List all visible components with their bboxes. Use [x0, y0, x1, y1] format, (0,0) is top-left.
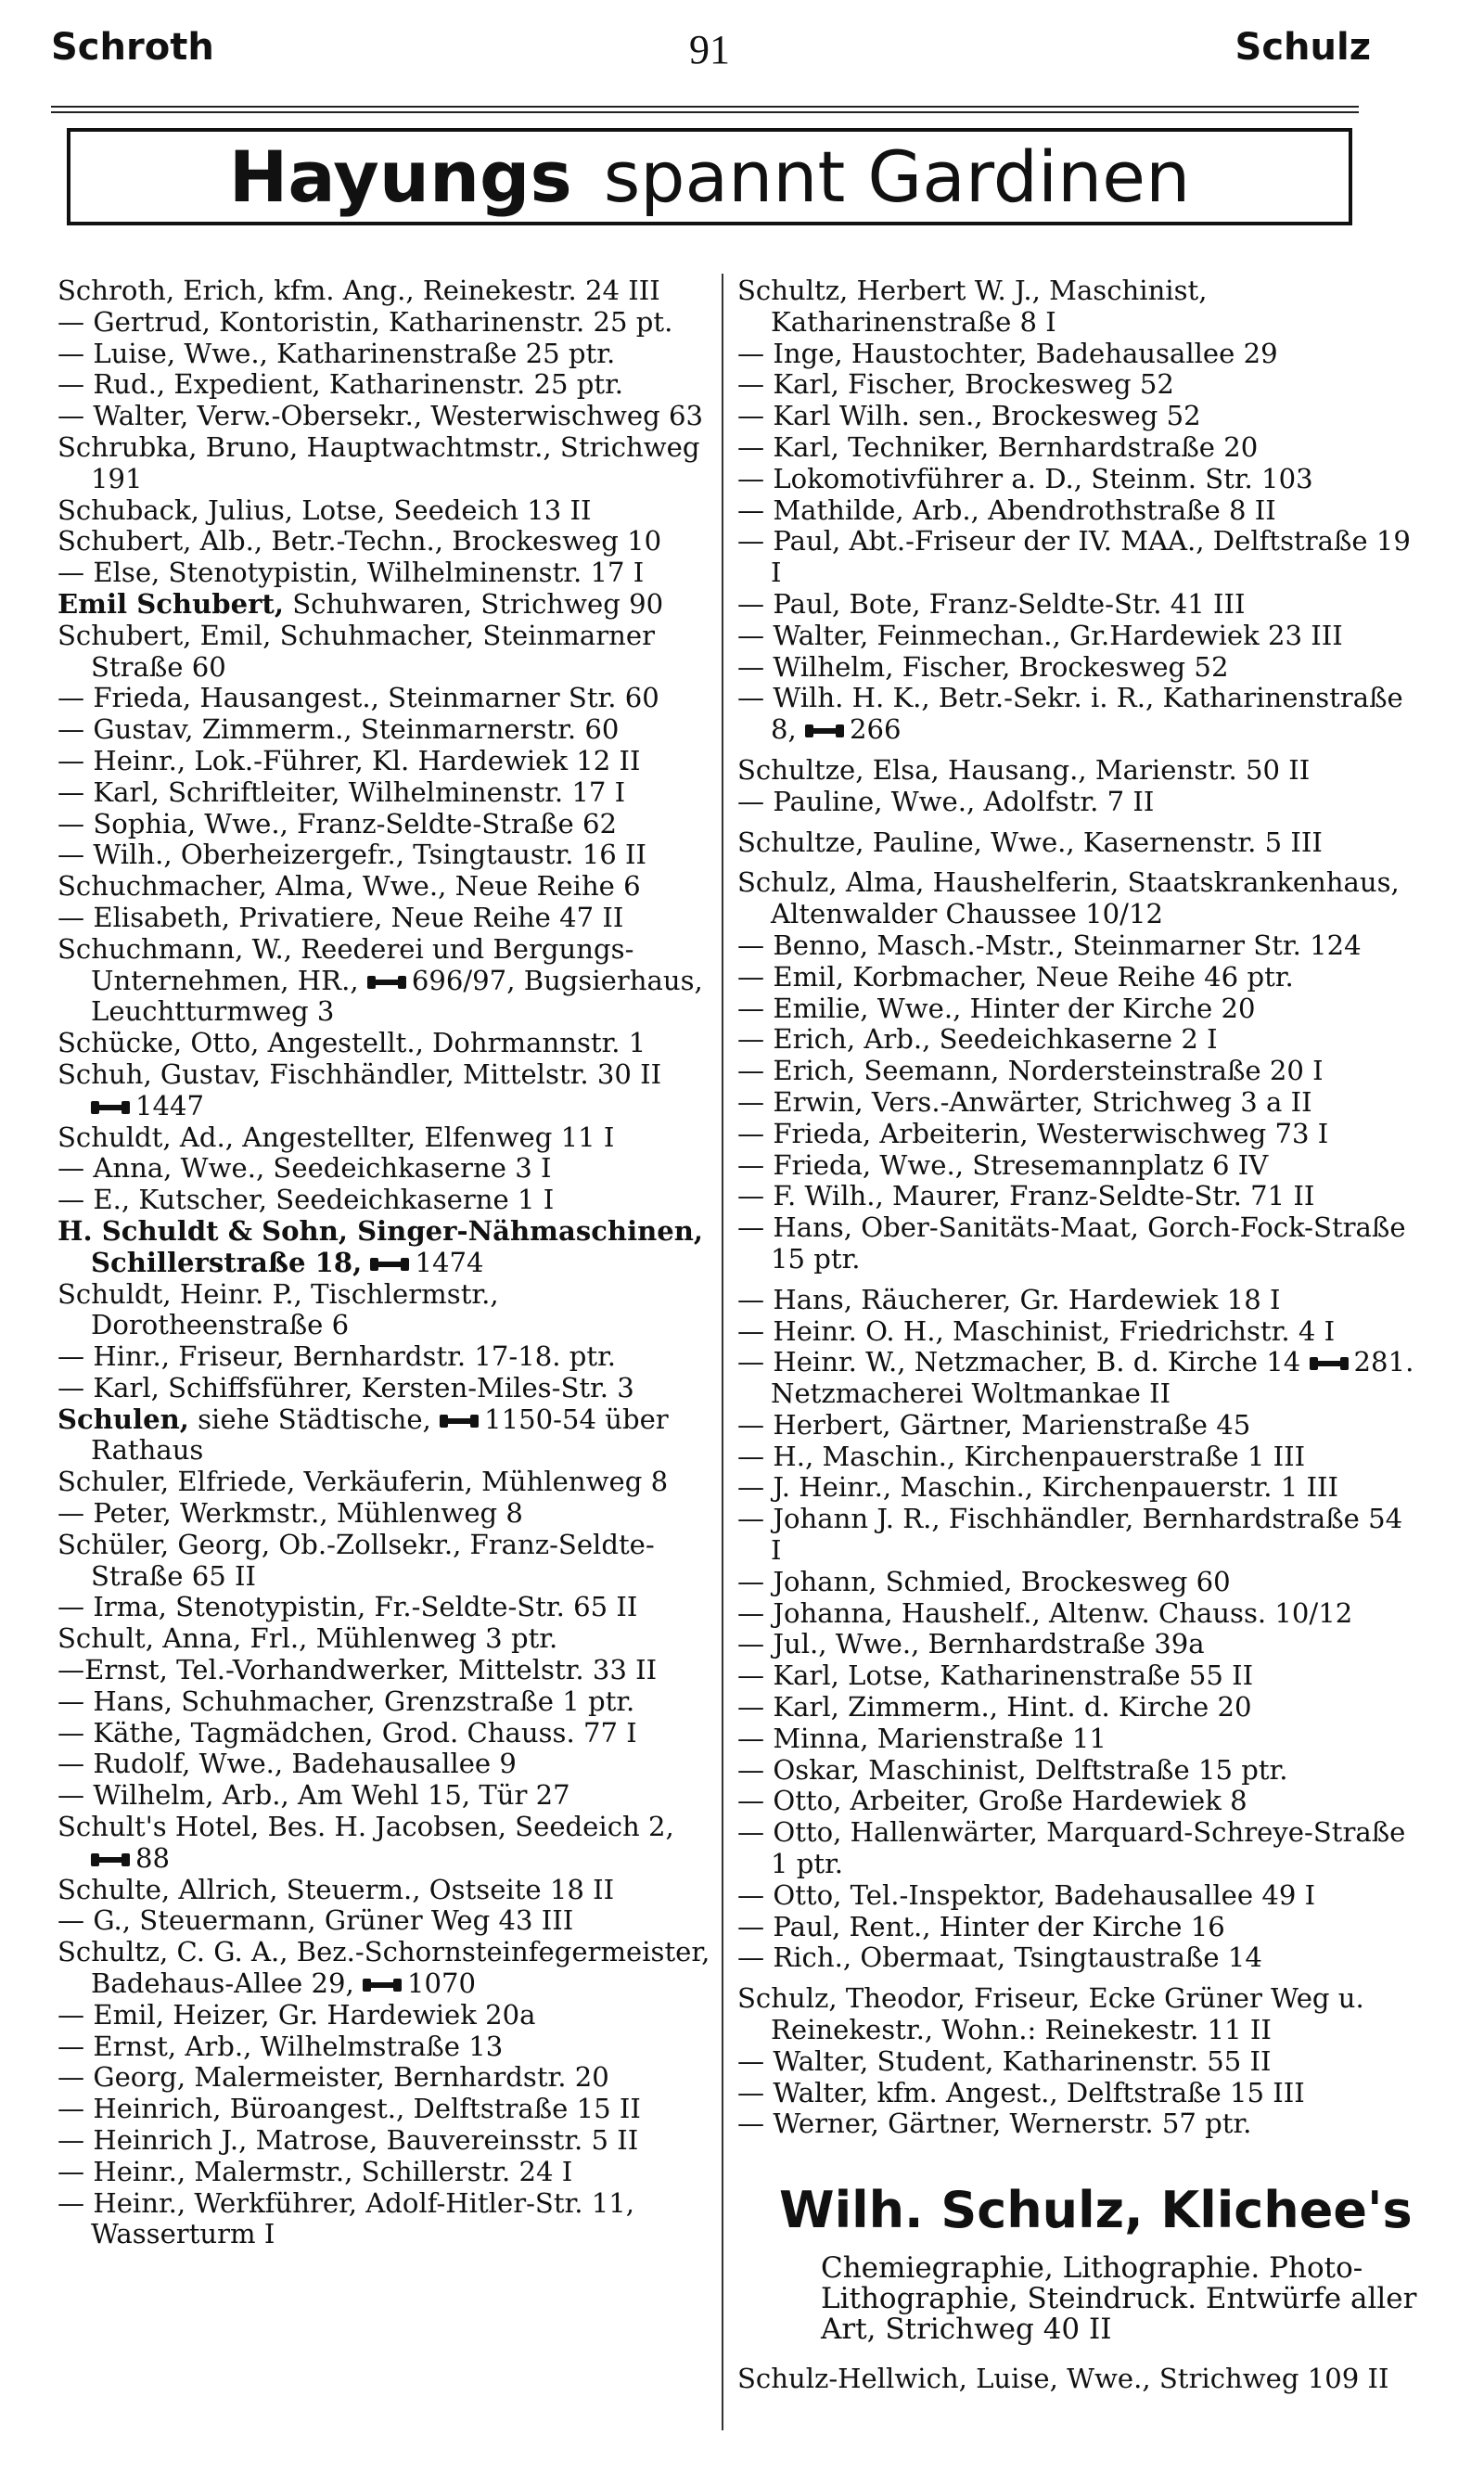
directory-entry	[737, 432, 1419, 464]
entry-text: Schubert, Alb., Betr.-Techn., Brockesweg 10	[58, 525, 662, 557]
entry-text: — Heinr., Malermstr., Schillerstr. 24 I	[58, 2155, 573, 2187]
directory-entry	[58, 276, 711, 307]
phone-icon	[370, 1257, 409, 1272]
entry-phone: 696/97, Bugsierhaus, Leuchtturmweg 3	[91, 964, 703, 1028]
entry-text: — Anna, Wwe., Seedeichkaserne 3 I	[58, 1152, 552, 1185]
directory-entry	[58, 1467, 711, 1498]
entry-text: Schult's Hotel, Bes. H. Jacobsen, Seedeich 2,	[58, 1811, 674, 1843]
entry-text: Schultz, Herbert W. J., Maschinist, Katharinenstraße 8 I	[737, 275, 1208, 338]
directory-entry	[737, 495, 1419, 527]
entry-text: — Luise, Wwe., Katharinenstraße 25 ptr.	[58, 337, 616, 369]
directory-entry	[737, 1472, 1419, 1504]
entry-text: — Käthe, Tagmädchen, Grod. Chauss. 77 I	[58, 1716, 637, 1749]
directory-entry	[737, 993, 1419, 1025]
entry-phone: 1070	[406, 1967, 477, 2000]
entry-text: — Herbert, Gärtner, Marienstraße 45	[737, 1408, 1251, 1441]
entry-text: Schultz, C. G. A., Bez.-Schornsteinfegermeister, Badehaus-Allee 29,	[58, 1936, 710, 2000]
directory-entry	[58, 1059, 711, 1122]
entry-text: — Karl Wilh. sen., Brockesweg 52	[737, 400, 1201, 432]
header-left-keyword: Schroth	[51, 26, 214, 69]
directory-entry	[58, 1905, 711, 1937]
right-column	[737, 276, 1419, 2395]
entry-text: Schuchmacher, Alma, Wwe., Neue Reihe 6	[58, 870, 641, 903]
entry-text: — Gustav, Zimmerm., Steinmarnerstr. 60	[58, 713, 620, 746]
directory-entry	[58, 369, 711, 401]
entry-text: — Emil, Heizer, Gr. Hardewiek 20a	[58, 1998, 536, 2031]
directory-entry	[737, 1660, 1419, 1692]
entry-text: — Rich., Obermaat, Tsingtaustraße 14	[737, 1941, 1262, 1974]
directory-entry	[58, 934, 711, 1028]
header-rule-top	[51, 106, 1359, 108]
entry-text: — Paul, Bote, Franz-Seldte-Str. 41 III	[737, 587, 1246, 620]
entry-text: — Johann, Schmied, Brockesweg 60	[737, 1565, 1231, 1597]
entry-text: — Karl, Schiffsführer, Kersten-Miles-Str. 3	[58, 1371, 634, 1403]
directory-entry	[737, 930, 1419, 962]
entry-text: — Heinr. W., Netzmacher, B. d. Kirche 14	[737, 1346, 1301, 1378]
directory-entry	[58, 1686, 711, 1718]
entry-text: Schuler, Elfriede, Verkäuferin, Mühlenweg 8	[58, 1466, 669, 1498]
directory-entry	[58, 526, 711, 557]
column-divider	[722, 274, 723, 2430]
directory-entry	[58, 1341, 711, 1373]
entry-text: — G., Steuermann, Grüner Weg 43 III	[58, 1904, 574, 1937]
entry-text: — Karl, Techniker, Bernhardstraße 20	[737, 430, 1259, 463]
directory-entry	[58, 2157, 711, 2188]
entry-text: — Karl, Fischer, Brockesweg 52	[737, 368, 1174, 401]
entry-text: Schüler, Georg, Ob.-Zollsekr., Franz-Seldte-Straße 65 II	[58, 1528, 655, 1592]
directory-entry	[737, 1692, 1419, 1724]
entry-text: Schultze, Elsa, Hausang., Marienstr. 50 II	[737, 753, 1311, 786]
entry-text: — Walter, kfm. Angest., Delftstraße 15 III	[737, 2076, 1305, 2108]
directory-entry	[737, 369, 1419, 401]
entry-text: — Else, Stenotypistin, Wilhelminenstr. 17 I	[58, 557, 645, 589]
entry-text: — Heinr. O. H., Maschinist, Friedrichstr. 4 I	[737, 1314, 1336, 1347]
entry-phone: 1474	[415, 1246, 484, 1278]
directory-entry	[58, 339, 711, 370]
directory-entry	[58, 432, 711, 495]
directory-entry	[58, 1937, 711, 2000]
banner-slogan: spannt Gardinen	[603, 135, 1191, 218]
entry-text: Schroth, Erich, kfm. Ang., Reinekestr. 24 III	[58, 275, 660, 306]
entry-text: — Wilh. H. K., Betr.-Sekr. i. R., Katharinenstraße 8,	[737, 682, 1403, 746]
entry-text: — Rudolf, Wwe., Badehausallee 9	[58, 1748, 517, 1780]
entry-text: — Frieda, Arbeiterin, Westerwischweg 73 I	[737, 1117, 1329, 1149]
banner-brand: Hayungs	[228, 135, 572, 218]
directory-entry	[58, 1530, 711, 1593]
directory-entry	[737, 1087, 1419, 1119]
entry-text: Schubert, Emil, Schuhmacher, Steinmarner Straße 60	[58, 619, 655, 683]
phone-icon	[1310, 1356, 1349, 1371]
directory-entry	[58, 307, 711, 339]
directory-entry	[58, 714, 711, 746]
entry-text: — Frieda, Hausangest., Steinmarner Str. 60	[58, 682, 659, 714]
entry-phone: 1150-54 über Rathaus	[91, 1403, 669, 1467]
entry-text: — Otto, Arbeiter, Große Hardewiek 8	[737, 1785, 1247, 1817]
directory-entry	[737, 1504, 1419, 1567]
phone-icon	[91, 1100, 130, 1115]
directory-entry	[737, 1755, 1419, 1787]
directory-entry	[737, 1442, 1419, 1473]
entry-text: — Jul., Wwe., Bernhardstraße 39a	[737, 1628, 1205, 1660]
directory-entry	[737, 339, 1419, 370]
entry-text: —Ernst, Tel.-Vorhandwerker, Mittelstr. 33 II	[58, 1654, 658, 1686]
phone-icon	[440, 1414, 479, 1429]
entry-text: Schücke, Otto, Angestellt., Dohrmannstr. 1	[58, 1027, 646, 1059]
directory-entry	[58, 746, 711, 777]
entry-text: — Wilhelm, Fischer, Brockesweg 52	[737, 650, 1229, 683]
entry-bold-name: Schulen,	[58, 1403, 189, 1435]
advert-text: Chemiegraphie, Lithographie. Photo-Lithographie, Steindruck. Entwürfe aller Art, Strichweg 40 II	[821, 2251, 1417, 2347]
entry-text: — H., Maschin., Kirchenpauerstraße 1 III	[737, 1440, 1306, 1472]
phone-icon	[91, 1852, 130, 1867]
entry-text: — Karl, Zimmerm., Hint. d. Kirche 20	[737, 1691, 1252, 1724]
directory-entry	[58, 1279, 711, 1342]
entry-text: — Karl, Schriftleiter, Wilhelminenstr. 17 I	[58, 775, 626, 808]
entry-text: Schuback, Julius, Lotse, Seedeich 13 II	[58, 493, 592, 526]
directory-entry	[737, 827, 1419, 859]
entry-text: — Paul, Abt.-Friseur der IV. MAA., Delftstraße 19 I	[737, 525, 1411, 589]
entry-text: Schuh, Gustav, Fischhändler, Mittelstr. 30 II	[58, 1057, 662, 1090]
directory-entry	[58, 1592, 711, 1623]
entry-phone: 281. Netzmacherei Woltmankae II	[771, 1346, 1414, 1410]
entry-text: — Emilie, Wwe., Hinter der Kirche 20	[737, 992, 1256, 1024]
entry-text: Schuchmann, W., Reederei und Bergungs-Unternehmen, HR.,	[58, 932, 634, 996]
entry-text: — Hans, Räucherer, Gr. Hardewiek 18 I	[737, 1283, 1281, 1315]
entry-text: — Heinr., Lok.-Führer, Kl. Hardewiek 12 II	[58, 744, 641, 776]
entry-text: — Paul, Rent., Hinter der Kirche 16	[737, 1910, 1225, 1942]
final-entry: Schulz-Hellwich, Luise, Wwe., Strichweg 109 II	[737, 2363, 1389, 2395]
directory-entry	[737, 1983, 1419, 2046]
directory-entry	[58, 809, 711, 840]
directory-entry	[737, 1880, 1419, 1912]
entry-text: — Johanna, Haushelf., Altenw. Chauss. 10/12	[737, 1596, 1353, 1629]
entry-text: — Erich, Seemann, Nordersteinstraße 20 I	[737, 1055, 1324, 1087]
entry-text: — Emil, Korbmacher, Neue Reihe 46 ptr.	[737, 960, 1294, 993]
directory-entry	[737, 621, 1419, 652]
directory-entry	[737, 1181, 1419, 1212]
entry-text: — Otto, Tel.-Inspektor, Badehausallee 49 I	[737, 1878, 1316, 1911]
entry-phone: 1447	[135, 1089, 205, 1121]
directory-entry	[58, 683, 711, 714]
entry-text: — Walter, Student, Katharinenstr. 55 II	[737, 2044, 1272, 2077]
directory-entry	[58, 589, 711, 621]
entry-text: — Benno, Masch.-Mstr., Steinmarner Str. 124	[737, 929, 1362, 961]
entry-text: — Hans, Schuhmacher, Grenzstraße 1 ptr.	[58, 1685, 635, 1717]
entry-text: — Irma, Stenotypistin, Fr.-Seldte-Str. 65 II	[58, 1591, 638, 1623]
directory-entry	[58, 1749, 711, 1780]
directory-entry	[58, 1718, 711, 1749]
entry-text: Schrubka, Bruno, Hauptwachtmstr., Strichweg 191	[58, 430, 700, 494]
entry-text: — Minna, Marienstraße 11	[737, 1722, 1107, 1754]
directory-entry	[58, 2031, 711, 2063]
directory-entry	[58, 839, 711, 871]
directory-entry	[737, 1285, 1419, 1316]
directory-entry	[737, 683, 1419, 746]
entry-text: — Hinr., Friseur, Bernhardstr. 17-18. ptr.	[58, 1340, 617, 1373]
entry-text: siehe Städtische,	[198, 1403, 431, 1435]
directory-entry	[58, 1655, 711, 1686]
entry-text: — Walter, Feinmechan., Gr.Hardewiek 23 III	[737, 619, 1343, 651]
directory-entry	[58, 1028, 711, 1059]
entry-text: Schulz, Alma, Haushelferin, Staatskrankenhaus, Altenwalder Chaussee 10/12	[737, 866, 1400, 930]
directory-entry	[737, 2078, 1419, 2109]
directory-entry	[58, 2062, 711, 2094]
entry-text: — Heinr., Werkführer, Adolf-Hitler-Str. 11, Wasserturm I	[58, 2186, 635, 2250]
entry-text: Schuldt, Heinr. P., Tischlermstr., Dorotheenstraße 6	[58, 1277, 499, 1341]
entry-text: Schult, Anna, Frl., Mühlenweg 3 ptr.	[58, 1622, 558, 1655]
directory-entry	[737, 1410, 1419, 1442]
entry-text: — Gertrud, Kontoristin, Katharinenstr. 25 pt.	[58, 305, 673, 338]
directory-entry	[737, 526, 1419, 589]
directory-entry	[58, 777, 711, 809]
directory-entry	[737, 1024, 1419, 1056]
entry-text: — Heinrich, Büroangest., Delftstraße 15 II	[58, 2093, 641, 2125]
directory-entry	[737, 276, 1419, 339]
entry-phone: 266	[850, 713, 902, 746]
directory-entry	[737, 1150, 1419, 1182]
directory-entry	[737, 464, 1419, 495]
entry-text: — Walter, Verw.-Obersekr., Westerwischweg 63	[58, 400, 703, 432]
entry-text: — Mathilde, Arb., Abendrothstraße 8 II	[737, 493, 1276, 526]
entry-text: — Werner, Gärtner, Wernerstr. 57 ptr.	[737, 2108, 1252, 2140]
left-column	[58, 276, 711, 2250]
entry-text: — Karl, Lotse, Katharinenstraße 55 II	[737, 1659, 1254, 1692]
entry-text: Schulte, Allrich, Steuerm., Ostseite 18 II	[58, 1873, 615, 1905]
entry-text: — Inge, Haustochter, Badehausallee 29	[737, 337, 1278, 369]
header-right-keyword: Schulz	[1235, 26, 1371, 69]
phone-icon	[367, 975, 406, 990]
entry-text: Schultze, Pauline, Wwe., Kasernenstr. 5 III	[737, 826, 1323, 858]
directory-entry	[737, 867, 1419, 930]
advert-banner	[67, 128, 1352, 225]
entry-text: — Frieda, Wwe., Stresemannplatz 6 IV	[737, 1148, 1269, 1181]
header-rule-bottom	[51, 111, 1359, 113]
entry-text: — Wilhelm, Arb., Am Wehl 15, Tür 27	[58, 1779, 570, 1812]
phone-icon	[805, 724, 844, 738]
directory-entry	[58, 2000, 711, 2031]
entry-text: Schuldt, Ad., Angestellter, Elfenweg 11 I	[58, 1121, 615, 1153]
phone-icon	[363, 1978, 402, 1993]
directory-entry	[58, 2125, 711, 2157]
directory-entry	[737, 1942, 1419, 1974]
entry-text: Schuhwaren, Strichweg 90	[292, 587, 664, 620]
directory-entry	[737, 1567, 1419, 1598]
entry-text: — Georg, Malermeister, Bernhardstr. 20	[58, 2061, 609, 2094]
entry-text: — Oskar, Maschinist, Delftstraße 15 ptr.	[737, 1753, 1288, 1786]
advert-title: Wilh. Schulz, Klichee's	[779, 2181, 1413, 2240]
entry-text: — J. Heinr., Maschin., Kirchenpauerstr. 1 III	[737, 1471, 1339, 1504]
entry-bold-name: Emil Schubert,	[58, 587, 284, 620]
entry-text: — Otto, Hallenwärter, Marquard-Schreye-Straße 1 ptr.	[737, 1816, 1406, 1880]
entry-text: — Erwin, Vers.-Anwärter, Strichweg 3 a II	[737, 1085, 1312, 1118]
directory-entry	[58, 903, 711, 934]
directory-entry	[58, 1875, 711, 1906]
directory-entry	[737, 1212, 1419, 1275]
entry-text: — Wilh., Oberheizergefr., Tsingtaustr. 16 II	[58, 839, 646, 871]
entry-text: — F. Wilh., Maurer, Franz-Seldte-Str. 71 II	[737, 1180, 1315, 1212]
entry-text: — Rud., Expedient, Katharinenstr. 25 ptr.	[58, 368, 624, 401]
directory-entry	[737, 401, 1419, 432]
right-column-entries	[737, 276, 1419, 2140]
entry-phone: 88	[135, 1841, 171, 1874]
directory-entry	[737, 1724, 1419, 1755]
directory-entry	[737, 1056, 1419, 1087]
directory-entry	[58, 1216, 711, 1279]
directory-entry	[58, 495, 711, 527]
entry-text: — Erich, Arb., Seedeichkaserne 2 I	[737, 1023, 1218, 1056]
directory-entry	[737, 1912, 1419, 1943]
directory-entry	[58, 1373, 711, 1404]
directory-entry	[58, 1780, 711, 1812]
directory-entry	[737, 1817, 1419, 1880]
directory-entry	[737, 962, 1419, 993]
directory-entry	[737, 652, 1419, 684]
directory-entry	[737, 589, 1419, 621]
entry-text: — Lokomotivführer a. D., Steinm. Str. 103	[737, 462, 1313, 494]
directory-entry	[737, 1786, 1419, 1817]
directory-entry	[737, 1598, 1419, 1630]
entry-bold-name: H. Schuldt & Sohn, Singer-Nähmaschinen, Schillerstraße 18,	[58, 1214, 704, 1278]
directory-entry	[737, 1629, 1419, 1660]
directory-entry	[58, 1404, 711, 1467]
entry-text: — Hans, Ober-Sanitäts-Maat, Gorch-Fock-Straße 15 ptr.	[737, 1211, 1406, 1275]
directory-entry	[58, 401, 711, 432]
entry-text: Schulz, Theodor, Friseur, Ecke Grüner Weg u. Reinekestr., Wohn.: Reinekestr. 11 II	[737, 1982, 1364, 2046]
entry-text: — Ernst, Arb., Wilhelmstraße 13	[58, 2030, 504, 2062]
directory-entry	[737, 2046, 1419, 2078]
directory-entry	[737, 1347, 1419, 1410]
directory-entry	[737, 2108, 1419, 2140]
directory-entry	[58, 1623, 711, 1655]
directory-entry	[58, 621, 711, 684]
directory-entry	[58, 1498, 711, 1530]
directory-entry	[737, 1119, 1419, 1150]
entry-text: — E., Kutscher, Seedeichkaserne 1 I	[58, 1184, 555, 1216]
entry-text: — Heinrich J., Matrose, Bauvereinsstr. 5 II	[58, 2124, 639, 2157]
directory-entry	[58, 557, 711, 589]
page-number: 91	[689, 27, 730, 72]
entry-text: — Peter, Werkmstr., Mühlenweg 8	[58, 1497, 523, 1530]
entry-text: — Sophia, Wwe., Franz-Seldte-Straße 62	[58, 807, 618, 839]
directory-entry	[58, 871, 711, 903]
directory-entry	[58, 1812, 711, 1875]
directory-entry	[737, 787, 1419, 818]
directory-entry	[58, 2188, 711, 2251]
entry-text: — Elisabeth, Privatiere, Neue Reihe 47 II	[58, 901, 624, 933]
directory-entry	[58, 1185, 711, 1216]
directory-entry	[58, 1153, 711, 1185]
entry-text: — Pauline, Wwe., Adolfstr. 7 II	[737, 785, 1155, 817]
directory-entry	[737, 755, 1419, 787]
entry-text: — Johann J. R., Fischhändler, Bernhardstraße 54 I	[737, 1503, 1403, 1567]
directory-entry	[58, 2094, 711, 2125]
directory-entry	[737, 1316, 1419, 1348]
directory-entry	[58, 1122, 711, 1154]
